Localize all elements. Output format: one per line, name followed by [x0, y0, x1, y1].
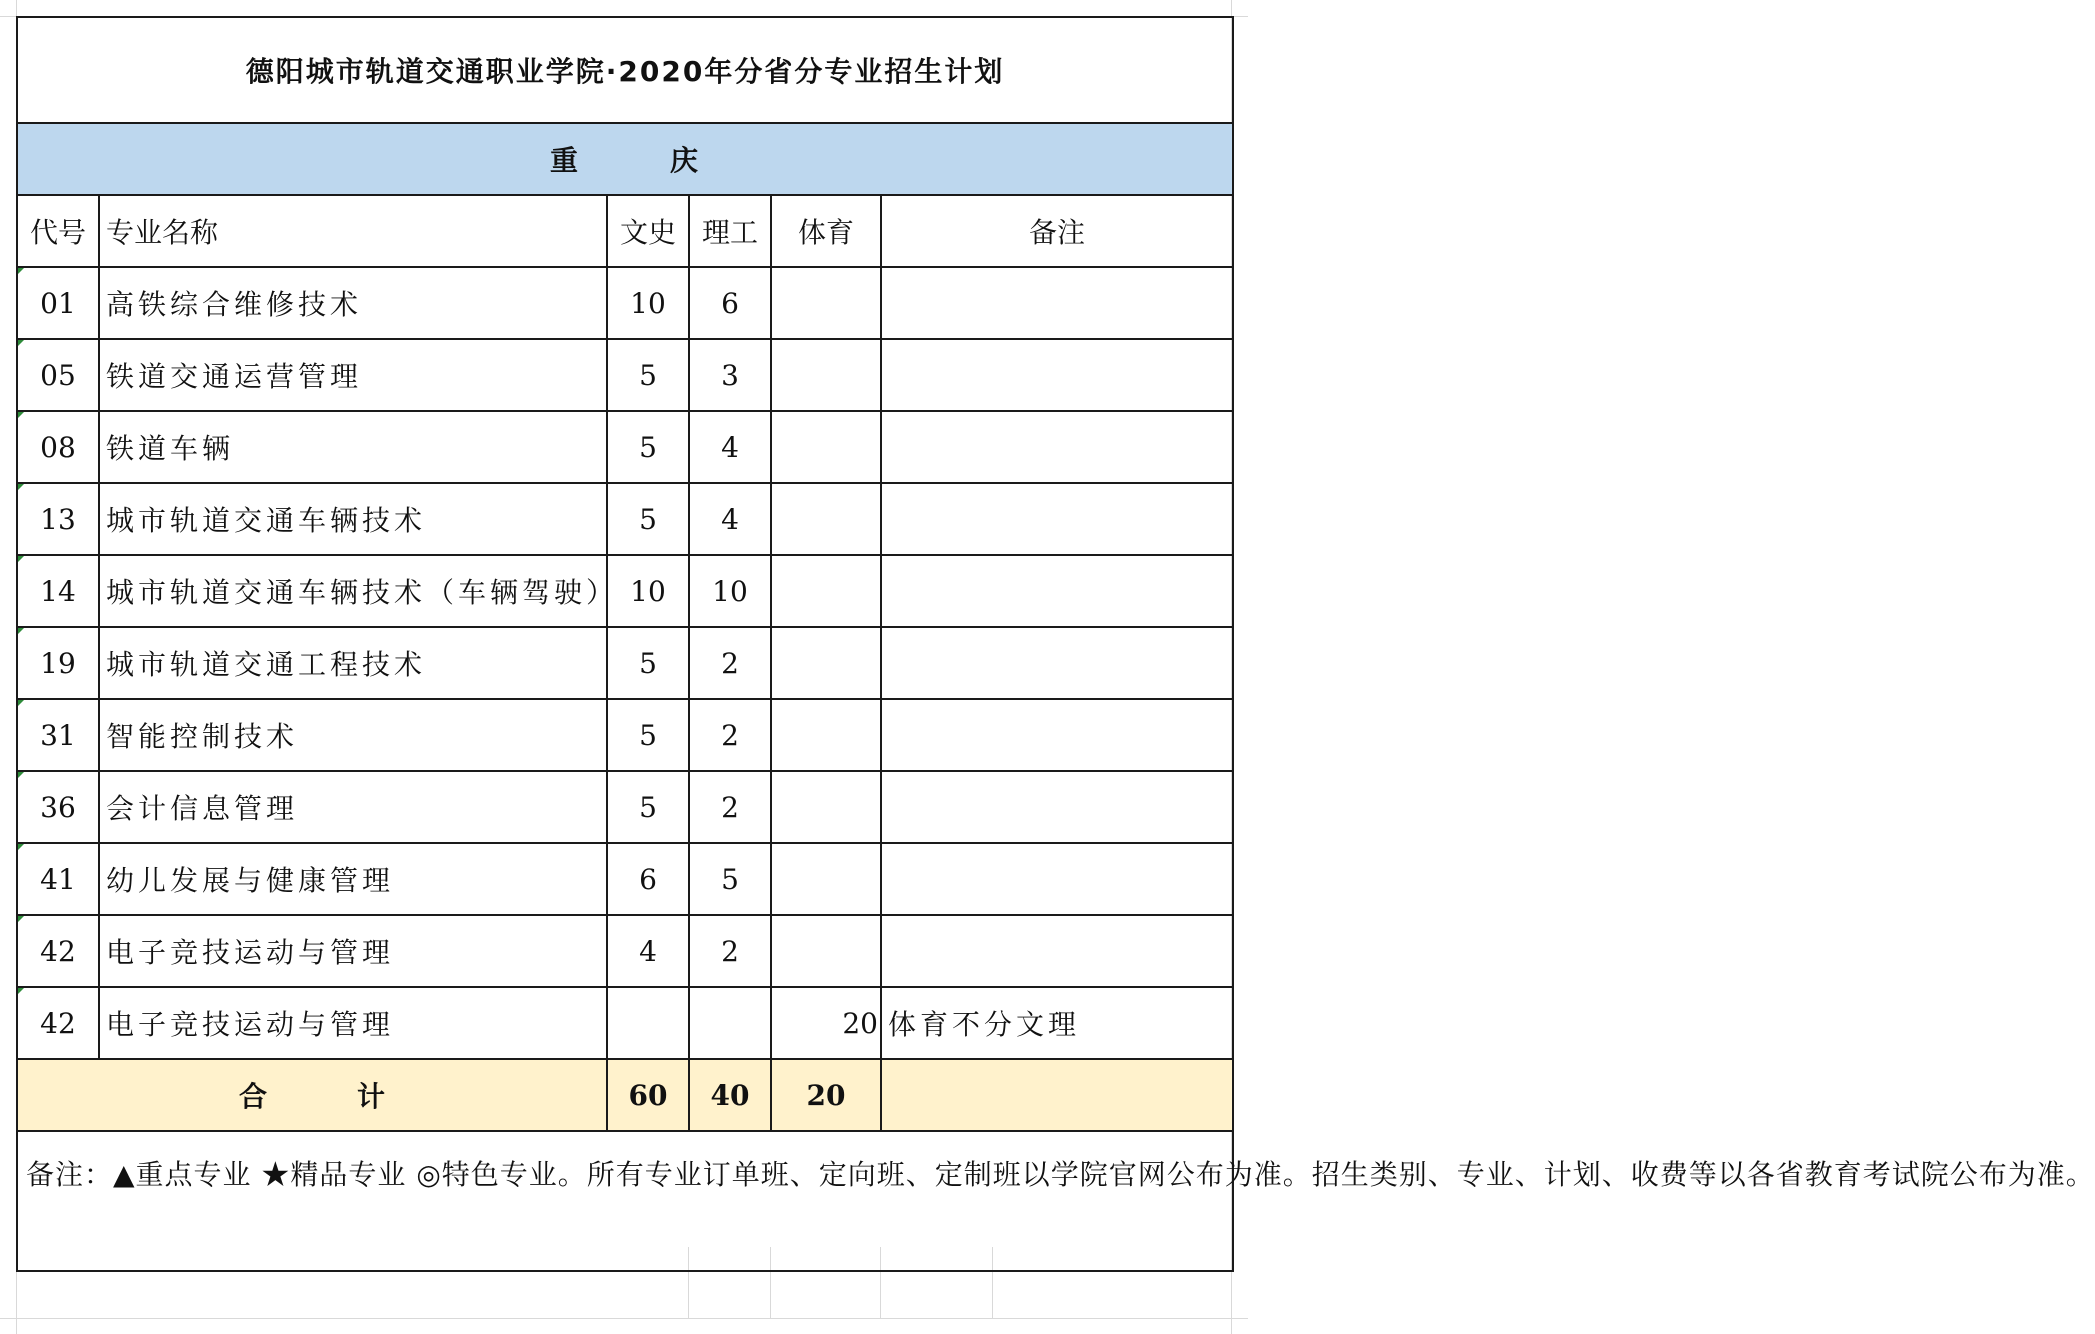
cell-major-name: 铁道车辆	[99, 411, 607, 483]
table-row	[17, 411, 1233, 483]
total-row	[17, 1059, 1233, 1131]
spreadsheet-sheet	[16, 16, 2095, 1272]
cell-major-name: 铁道交通运营管理	[99, 339, 607, 411]
cell-sports	[771, 339, 881, 411]
cell-sports	[771, 411, 881, 483]
cell-arts	[607, 987, 689, 1059]
cell-sports	[771, 555, 881, 627]
cell-remark	[881, 411, 1233, 483]
cell-sci: 2	[689, 771, 771, 843]
cell-arts: 10	[607, 555, 689, 627]
header-sports: 体育	[771, 195, 881, 267]
cell-sports	[771, 483, 881, 555]
cell-remark: 体育不分文理	[881, 987, 1233, 1059]
cell-sci: 10	[689, 555, 771, 627]
cell-remark	[881, 699, 1233, 771]
cell-remark	[881, 555, 1233, 627]
cell-major-name: 智能控制技术	[99, 699, 607, 771]
total-label	[17, 1059, 607, 1131]
cell-code: 41	[17, 843, 99, 915]
table-row	[17, 483, 1233, 555]
cell-major-name: 城市轨道交通车辆技术	[99, 483, 607, 555]
cell-code: 14	[17, 555, 99, 627]
cell-sci: 4	[689, 483, 771, 555]
region-name-second: 庆	[670, 144, 701, 177]
header-code: 代号	[17, 195, 99, 267]
total-label-second: 计	[357, 1080, 386, 1113]
cell-arts: 10	[607, 267, 689, 339]
header-arts: 文史	[607, 195, 689, 267]
cell-sports	[771, 843, 881, 915]
cell-arts: 4	[607, 915, 689, 987]
cell-arts: 5	[607, 339, 689, 411]
cell-sports	[771, 627, 881, 699]
cell-arts: 6	[607, 843, 689, 915]
table-row	[17, 987, 1233, 1059]
cell-remark	[881, 843, 1233, 915]
cell-code: 05	[17, 339, 99, 411]
cell-sci: 5	[689, 843, 771, 915]
cell-major-name: 电子竞技运动与管理	[99, 915, 607, 987]
cell-sci: 2	[689, 699, 771, 771]
cell-remark	[881, 627, 1233, 699]
table-row	[17, 627, 1233, 699]
region-name-first: 重	[550, 144, 581, 177]
cell-sci	[689, 987, 771, 1059]
cell-remark	[881, 267, 1233, 339]
cell-arts: 5	[607, 627, 689, 699]
enrollment-plan-table	[16, 16, 2095, 1272]
cell-remark	[881, 339, 1233, 411]
header-remark: 备注	[881, 195, 1233, 267]
cell-remark	[881, 771, 1233, 843]
cell-code: 13	[17, 483, 99, 555]
cell-code: 42	[17, 987, 99, 1059]
cell-arts: 5	[607, 771, 689, 843]
cell-sci: 6	[689, 267, 771, 339]
cell-sports	[771, 699, 881, 771]
cell-major-name: 会计信息管理	[99, 771, 607, 843]
cell-code: 31	[17, 699, 99, 771]
cell-remark	[881, 483, 1233, 555]
total-remark	[881, 1059, 1233, 1131]
cell-code: 42	[17, 915, 99, 987]
total-label-first: 合	[238, 1080, 267, 1113]
total-sports: 20	[771, 1059, 881, 1131]
cell-sports	[771, 771, 881, 843]
cell-arts: 5	[607, 411, 689, 483]
column-header-row	[17, 195, 1233, 267]
table-row	[17, 555, 1233, 627]
cell-major-name: 城市轨道交通工程技术	[99, 627, 607, 699]
cell-sports	[771, 267, 881, 339]
sheet-title: 德阳城市轨道交通职业学院·2020年分省分专业招生计划	[17, 17, 1233, 123]
cell-arts: 5	[607, 483, 689, 555]
cell-sci: 4	[689, 411, 771, 483]
total-arts: 60	[607, 1059, 689, 1131]
total-sci: 40	[689, 1059, 771, 1131]
footnote: 备注：▲重点专业 ★精品专业 ◎特色专业。所有专业订单班、定向班、定制班以学院官网公布为准。招生类别、专业、计划、收费等以各省教育考试院公布为准。	[17, 1131, 1233, 1271]
cell-major-name: 电子竞技运动与管理	[99, 987, 607, 1059]
header-sci: 理工	[689, 195, 771, 267]
cell-arts: 5	[607, 699, 689, 771]
cell-sci: 2	[689, 627, 771, 699]
table-row	[17, 915, 1233, 987]
cell-sports	[771, 915, 881, 987]
cell-major-name: 高铁综合维修技术	[99, 267, 607, 339]
cell-sports: 20	[771, 987, 881, 1059]
table-row	[17, 771, 1233, 843]
header-name: 专业名称	[99, 195, 607, 267]
cell-code: 19	[17, 627, 99, 699]
table-row	[17, 339, 1233, 411]
cell-major-name: 幼儿发展与健康管理	[99, 843, 607, 915]
table-row	[17, 843, 1233, 915]
table-row	[17, 699, 1233, 771]
cell-sci: 3	[689, 339, 771, 411]
table-row	[17, 267, 1233, 339]
cell-remark	[881, 915, 1233, 987]
region-header	[17, 123, 1233, 195]
cell-code: 08	[17, 411, 99, 483]
gridline-bottom	[0, 1318, 1248, 1319]
cell-major-name: 城市轨道交通车辆技术（车辆驾驶）	[99, 555, 607, 627]
cell-code: 36	[17, 771, 99, 843]
cell-sci: 2	[689, 915, 771, 987]
cell-code: 01	[17, 267, 99, 339]
